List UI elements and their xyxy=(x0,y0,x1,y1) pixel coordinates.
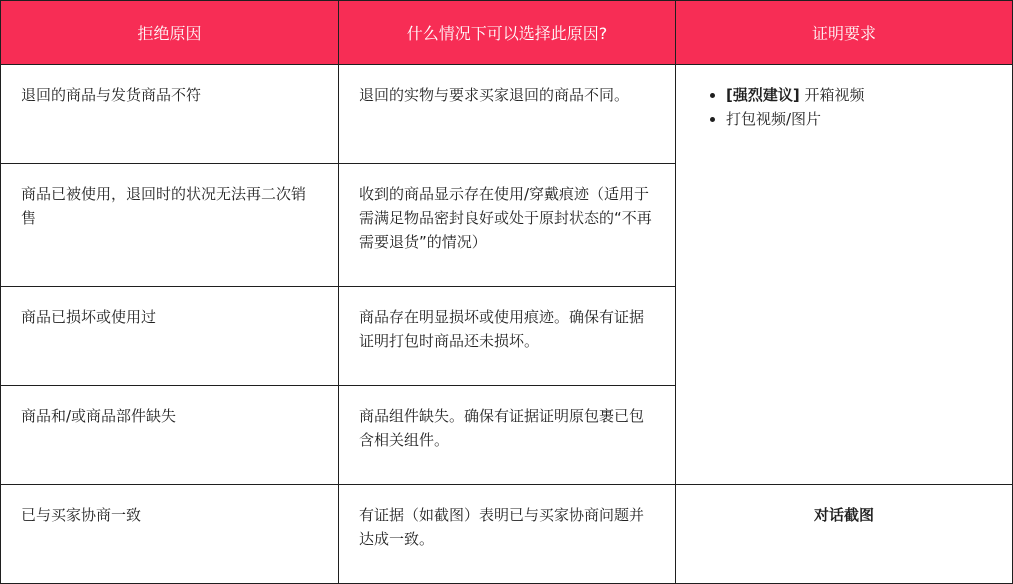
proof-list xyxy=(696,83,992,131)
header-proof: 证明要求 xyxy=(676,1,1013,65)
when-cell: 商品存在明显损坏或使用痕迹。确保有证据证明打包时商品还未损坏。 xyxy=(339,287,676,386)
header-reason: 拒绝原因 xyxy=(1,1,339,65)
reason-cell: 商品已被使用，退回时的状况无法再二次销售 xyxy=(1,164,339,287)
proof-item: • 打包视频/图片 xyxy=(726,107,992,131)
reason-cell: 商品已损坏或使用过 xyxy=(1,287,339,386)
reason-cell: 商品和/或商品部件缺失 xyxy=(1,386,339,485)
table-row xyxy=(1,485,1013,584)
header-when: 什么情况下可以选择此原因? xyxy=(339,1,676,65)
when-cell: 收到的商品显示存在使用/穿戴痕迹（适用于需满足物品密封良好或处于原封状态的“不再需要退货”的情况） xyxy=(339,164,676,287)
proof-item-emphasis: [强烈建议] xyxy=(726,86,800,104)
reason-cell: 退回的商品与发货商品不符 xyxy=(1,65,339,164)
proof-cell: 对话截图 xyxy=(676,485,1013,584)
table-row xyxy=(1,65,1013,164)
proof-item xyxy=(726,83,992,107)
proof-cell-shared xyxy=(676,65,1013,485)
when-cell: 商品组件缺失。确保有证据证明原包裹已包含相关组件。 xyxy=(339,386,676,485)
when-cell: 有证据（如截图）表明已与买家协商问题并达成一致。 xyxy=(339,485,676,584)
when-cell: 退回的实物与要求买家退回的商品不同。 xyxy=(339,65,676,164)
table-header-row xyxy=(1,1,1013,65)
reason-cell: 已与买家协商一致 xyxy=(1,485,339,584)
proof-item-text: 开箱视频 xyxy=(799,86,865,104)
